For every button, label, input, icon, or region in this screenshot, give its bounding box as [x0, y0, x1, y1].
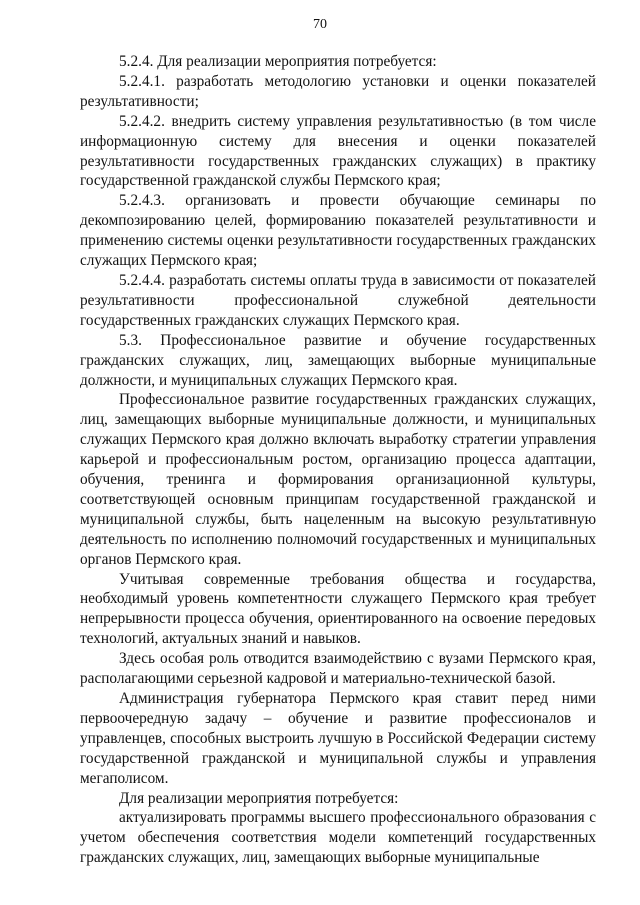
paragraph-5-2-4: 5.2.4. Для реализации мероприятия потребуется:: [119, 53, 437, 70]
paragraph-implementation-intro: Для реализации мероприятия потребуется:: [119, 789, 399, 807]
paragraph-universities-role: Здесь особая роль отводится взаимодействию с вузами Пермского края, располагающими серьезной кадровой и материально-технической базой.: [80, 650, 596, 688]
paragraph-5-2-4-1: 5.2.4.1. разработать методологию установки и оценки показателей результативности;: [80, 72, 596, 110]
document-body: [80, 52, 596, 868]
paragraph-professional-development: Профессиональное развитие государственных гражданских служащих, лиц, замещающих выборные муниципальные должности, и муниципальных служащих Пермского края должно включать выработку стратегии управления карьерой и профессиональным ростом, организацию процесса адаптации, обучения, тренинга и формирования организационной культуры, соответствующей основным принципам государственной гражданской и муниципальной службы, быть нацеленным на высокую результативную деятельность по исполнению полномочий государственных и муниципальных органов Пермского края.: [80, 391, 596, 568]
paragraph-5-2-4-4: 5.2.4.4. разработать системы оплаты труда в зависимости от показателей результативности профессиональной служебной деятельности государственных гражданских служащих Пермского края.: [80, 271, 596, 329]
paragraph-5-2-4-3: 5.2.4.3. организовать и провести обучающие семинары по декомпозированию целей, формированию показателей результативности и применению системы оценки результативности государственных гражданских служащих Пермского края;: [80, 192, 596, 270]
paragraph-administration-task: Администрация губернатора Пермского края ставит перед ними первоочередную задачу – обучение и развитие профессионалов и управленцев, способных выстроить лучшую в Российской Федерации систему государственной гражданской и муниципальной службы и управления мегаполисом.: [80, 690, 596, 787]
paragraph-5-2-4-2: 5.2.4.2. внедрить систему управления результативностью (в том числе информационную систему для внесения и оценки показателей результативности государственных гражданских служащих) в практику государственной гражданской службы Пермского края;: [80, 112, 596, 190]
section-heading-5-3: 5.3. Профессиональное развитие и обучение государственных гражданских служащих, лиц, замещающих выборные муниципальные должности, и муниципальных служащих Пермского края.: [80, 331, 596, 389]
page-number: 70: [313, 17, 327, 32]
paragraph-competence-requirements: Учитывая современные требования общества и государства, необходимый уровень компетентности служащего Пермского края требует непрерывности процесса обучения, ориентированного на освоение передовых технологий, актуальных знаний и навыков.: [80, 570, 596, 648]
paragraph-update-programs: актуализировать программы высшего профессионального образования с учетом обеспечения соответствия модели компетенций государственных гражданских служащих, лиц, замещающих выборные муниципальные: [80, 809, 596, 867]
